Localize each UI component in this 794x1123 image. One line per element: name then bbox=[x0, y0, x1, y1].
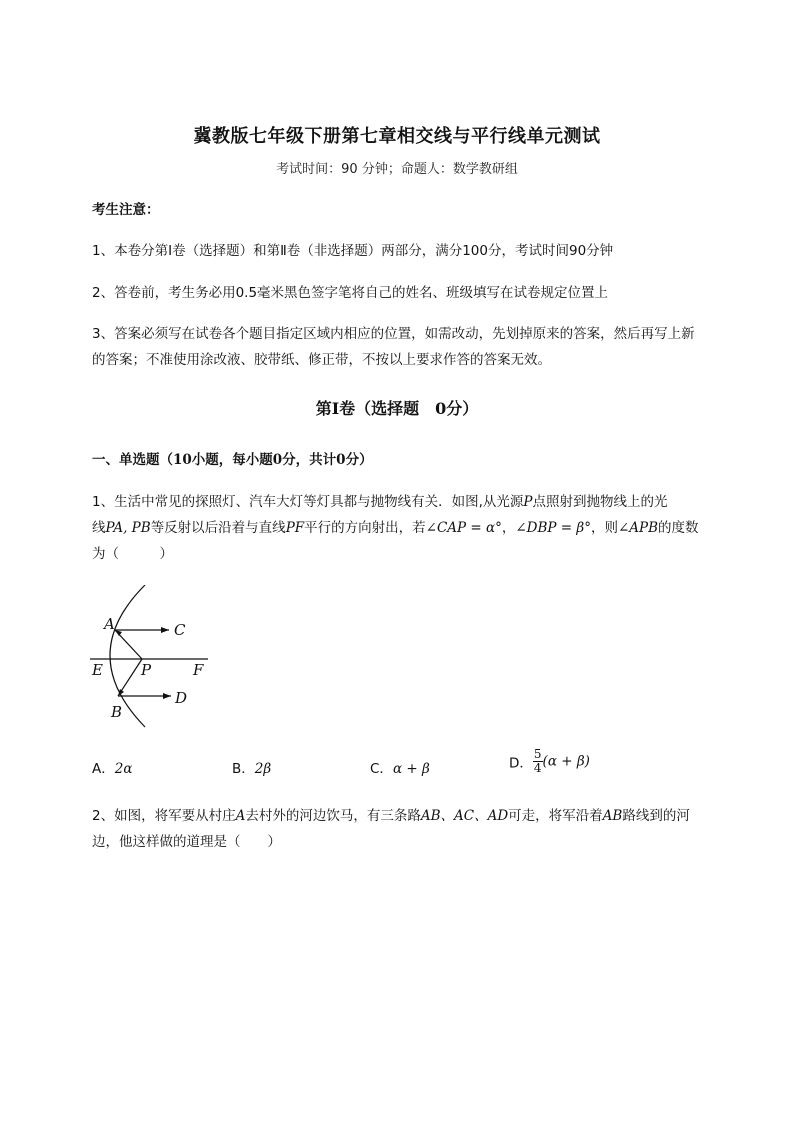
exam-title: 冀教版七年级下册第七章相交线与平行线单元测试 bbox=[193, 126, 601, 147]
question-1-line-3: 为（ ） bbox=[92, 546, 173, 562]
label-d: D bbox=[175, 689, 188, 707]
arrowhead-d bbox=[163, 693, 171, 699]
option-c-value: α + β bbox=[392, 761, 430, 777]
q2-text: 去村外的河边饮马，有三条路 bbox=[245, 808, 421, 824]
label-e: E bbox=[92, 661, 103, 679]
section-title: 第I卷（选择题 0分） bbox=[315, 399, 479, 418]
q1-text: 平行的方向射出，若 bbox=[304, 520, 426, 536]
arrowhead-a bbox=[115, 630, 122, 636]
question-2-line-1 bbox=[92, 803, 704, 829]
question-2-line-2: 边，他这样做的道理是（ ） bbox=[92, 834, 281, 850]
exam-subtitle: 考试时间：90 分钟；命题人：数学教研组 bbox=[276, 162, 518, 177]
q1-text: 点照射到抛物线上的光 bbox=[532, 494, 668, 510]
option-a-letter: A． bbox=[92, 761, 115, 777]
option-d[interactable] bbox=[509, 748, 590, 775]
q1-angle-dbp: ∠DBP = β° bbox=[515, 520, 591, 536]
q1-text: 1、生活中常见的探照灯、汽车大灯等灯具都与抛物线有关．如图,从光源 bbox=[92, 494, 524, 510]
part-title: 一、单选题（10小题，每小题0分，共计0分） bbox=[92, 452, 373, 468]
label-f: F bbox=[193, 661, 204, 679]
notice-item-2: 2、答卷前，考生务必用0.5毫米黑色签字笔将自己的姓名、班级填写在试卷规定位置上 bbox=[92, 285, 609, 301]
label-a: A bbox=[104, 615, 115, 633]
q2-text: 2、如图，将军要从村庄 bbox=[92, 808, 236, 824]
q1-text: 线 bbox=[92, 520, 106, 536]
option-b[interactable] bbox=[232, 757, 271, 777]
q1-rays: PA, PB bbox=[105, 520, 151, 536]
q1-line-pf: PF bbox=[285, 520, 305, 536]
q1-text: 等反射以后沿着与直线 bbox=[150, 520, 286, 536]
option-b-letter: B． bbox=[232, 761, 255, 777]
q1-figure bbox=[85, 585, 220, 730]
label-p: P bbox=[141, 661, 152, 679]
option-b-value: 2β bbox=[254, 761, 272, 777]
q2-road-ab: AB bbox=[602, 808, 623, 824]
notice-item-1: 1、本卷分第I卷（选择题）和第Ⅱ卷（非选择题）两部分，满分100分，考试时间90分钟 bbox=[92, 243, 614, 259]
option-a-value: 2α bbox=[114, 761, 133, 777]
label-b: B bbox=[111, 703, 123, 721]
q1-text: 的度数 bbox=[658, 520, 699, 536]
q1-text: ，则 bbox=[590, 520, 618, 536]
q2-text: 可走，将军沿着 bbox=[508, 808, 603, 824]
notice-heading: 考生注意： bbox=[92, 202, 160, 218]
option-d-letter: D． bbox=[509, 755, 533, 772]
fraction-numerator: 5 bbox=[533, 747, 542, 761]
option-d-fraction bbox=[533, 748, 543, 775]
q2-roads: AB、AC、AD bbox=[420, 808, 509, 824]
q1-text: ， bbox=[501, 520, 516, 536]
q1-point-p: P bbox=[523, 494, 533, 510]
arrowhead-c bbox=[161, 627, 169, 633]
label-c: C bbox=[174, 621, 186, 639]
q1-angle-cap: ∠CAP = α° bbox=[425, 520, 502, 536]
question-1-line-2 bbox=[92, 515, 704, 541]
option-c-letter: C． bbox=[370, 761, 393, 777]
option-a[interactable] bbox=[92, 757, 132, 777]
question-1-line-1 bbox=[92, 489, 704, 515]
q2-village-a: A bbox=[235, 808, 246, 824]
q1-angle-apb: ∠APB bbox=[617, 520, 659, 536]
fraction-denominator: 4 bbox=[533, 761, 542, 775]
option-c[interactable] bbox=[370, 757, 430, 777]
option-d-value: (α + β) bbox=[542, 753, 590, 770]
q2-text: 路线到的河 bbox=[622, 808, 690, 824]
notice-item-3: 3、答案必须写在试卷各个题目指定区域内相应的位置，如需改动，先划掉原来的答案，然后再写上新的答案；不准使用涂改液、胶带纸、修正带，不按以上要求作答的答案无效。 bbox=[92, 326, 695, 368]
